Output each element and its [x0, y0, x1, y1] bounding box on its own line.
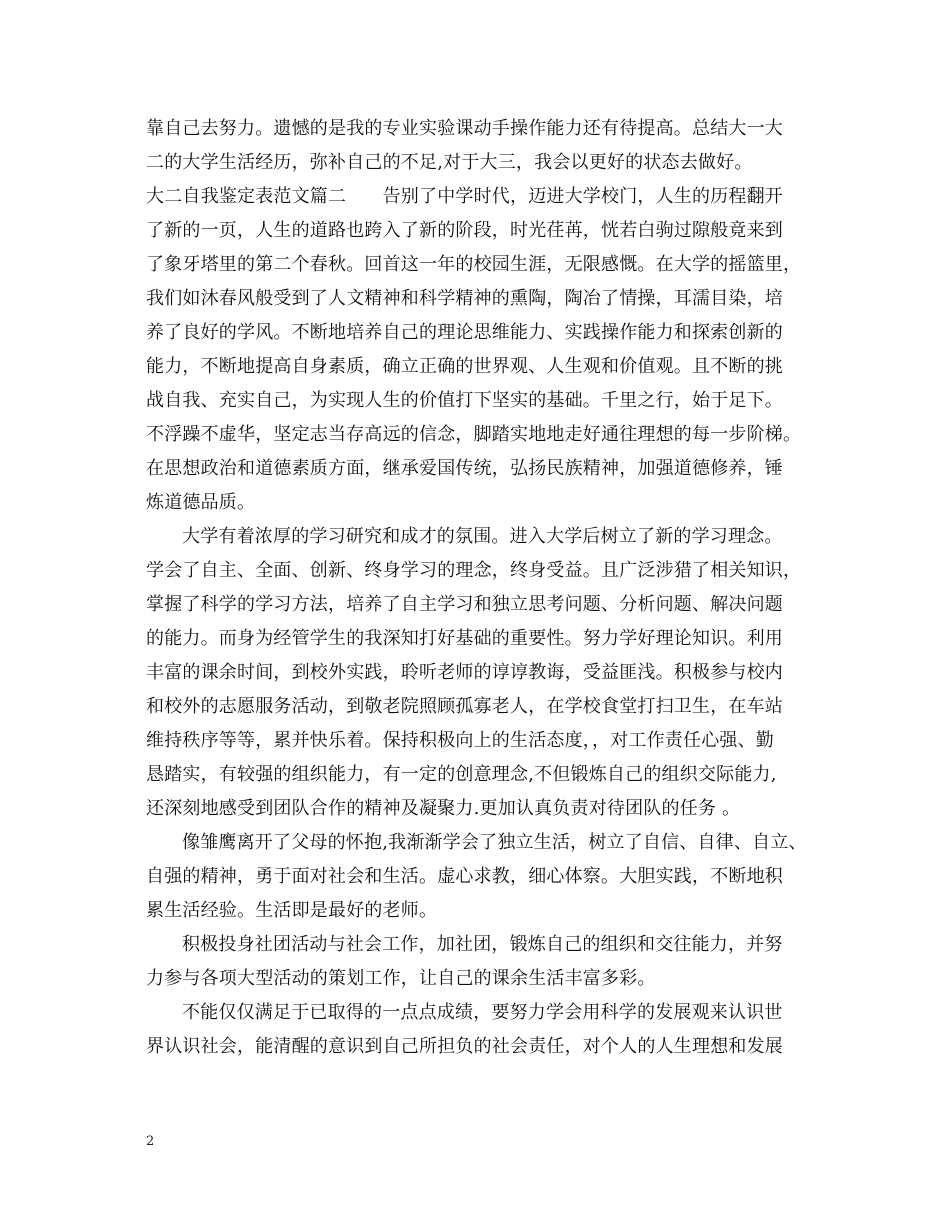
text-line: 还深刻地感受到团队合作的精神及凝聚力.更加认真负责对待团队的任务 。 [146, 798, 741, 819]
document-body [146, 112, 818, 1064]
text-line: 了新的一页，人生的道路也跨入了新的阶段，时光荏苒，恍若白驹过隙般竟来到 [146, 220, 783, 241]
text-line: 界认识社会，能清醒的意识到自己所担负的社会责任，对个人的人生理想和发展 [146, 1036, 783, 1057]
text-line: 累生活经验。生活即是最好的老师。 [146, 900, 438, 921]
text-line: 和校外的志愿服务活动，到敬老院照顾孤寡老人，在学校食堂打扫卫生，在车站 [146, 696, 783, 717]
text-line: 力参与各项大型活动的策划工作，让自己的课余生活丰富多彩。 [146, 968, 656, 989]
text-line: 恳踏实，有较强的组织能力，有一定的创意理念,不但锻炼自己的组织交际能力, [146, 764, 777, 785]
page-number: 2 [146, 1134, 155, 1149]
text-line: 像雏鹰离开了父母的怀抱,我渐渐学会了独立生活，树立了自信、自律、自立、 [182, 832, 807, 853]
text-line: 我们如沐春风般受到了人文精神和科学精神的熏陶，陶冶了情操，耳濡目染，培 [146, 288, 783, 309]
text-line: 二的大学生活经历，弥补自己的不足,对于大三，我会以更好的状态去做好。 [146, 152, 753, 173]
text-line: 丰富的课余时间，到校外实践，聆听老师的谆谆教诲，受益匪浅。积极参与校内 [146, 662, 783, 683]
text-line: 靠自己去努力。遗憾的是我的专业实验课动手操作能力还有待提高。总结大一大 [146, 118, 783, 139]
text-line: 不能仅仅满足于已取得的一点点成绩，要努力学会用科学的发展观来认识世 [182, 1002, 783, 1023]
text-line: 能力，不断地提高自身素质，确立正确的世界观、人生观和价值观。且不断的挑 [146, 356, 783, 377]
text-line: 在思想政治和道德素质方面，继承爱国传统，弘扬民族精神，加强道德修养，锤 [146, 458, 783, 479]
text-line: 了象牙塔里的第二个春秋。回首这一年的校园生涯，无限感慨。在大学的摇篮里， [146, 254, 802, 275]
text-line: 战自我、充实自己，为实现人生的价值打下坚实的基础。千里之行，始于足下。 [146, 390, 783, 411]
text-line: 炼道德品质。 [146, 492, 256, 513]
text-line: 的能力。而身为经管学生的我深知打好基础的重要性。努力学好理论知识。利用 [146, 628, 783, 649]
text-line: 掌握了科学的学习方法，培养了自主学习和独立思考问题、分析问题、解决问题 [146, 594, 783, 615]
text-line: 自强的精神，勇于面对社会和生活。虚心求教，细心体察。大胆实践，不断地积 [146, 866, 783, 887]
text-line: 养了良好的学风。不断地培养自己的理论思维能力、实践操作能力和探索创新的 [146, 322, 783, 343]
text-line: 积极投身社团活动与社会工作，加社团，锻炼自己的组织和交往能力，并努 [182, 934, 783, 955]
text-line: 维持秩序等等，累并快乐着。保持积极向上的生活态度，，对工作责任心强、勤 [146, 730, 774, 751]
text-line: 大二自我鉴定表范文篇二 告别了中学时代，迈进大学校门，人生的历程翻开 [146, 186, 783, 207]
text-line: 学会了自主、全面、创新、终身学习的理念，终身受益。且广泛涉猎了相关知识， [146, 560, 802, 581]
text-line: 不浮躁不虚华，坚定志当存高远的信念，脚踏实地地走好通往理想的每一步阶梯。 [146, 424, 802, 445]
text-line: 大学有着浓厚的学习研究和成才的氛围。进入大学后树立了新的学习理念。 [182, 526, 783, 547]
